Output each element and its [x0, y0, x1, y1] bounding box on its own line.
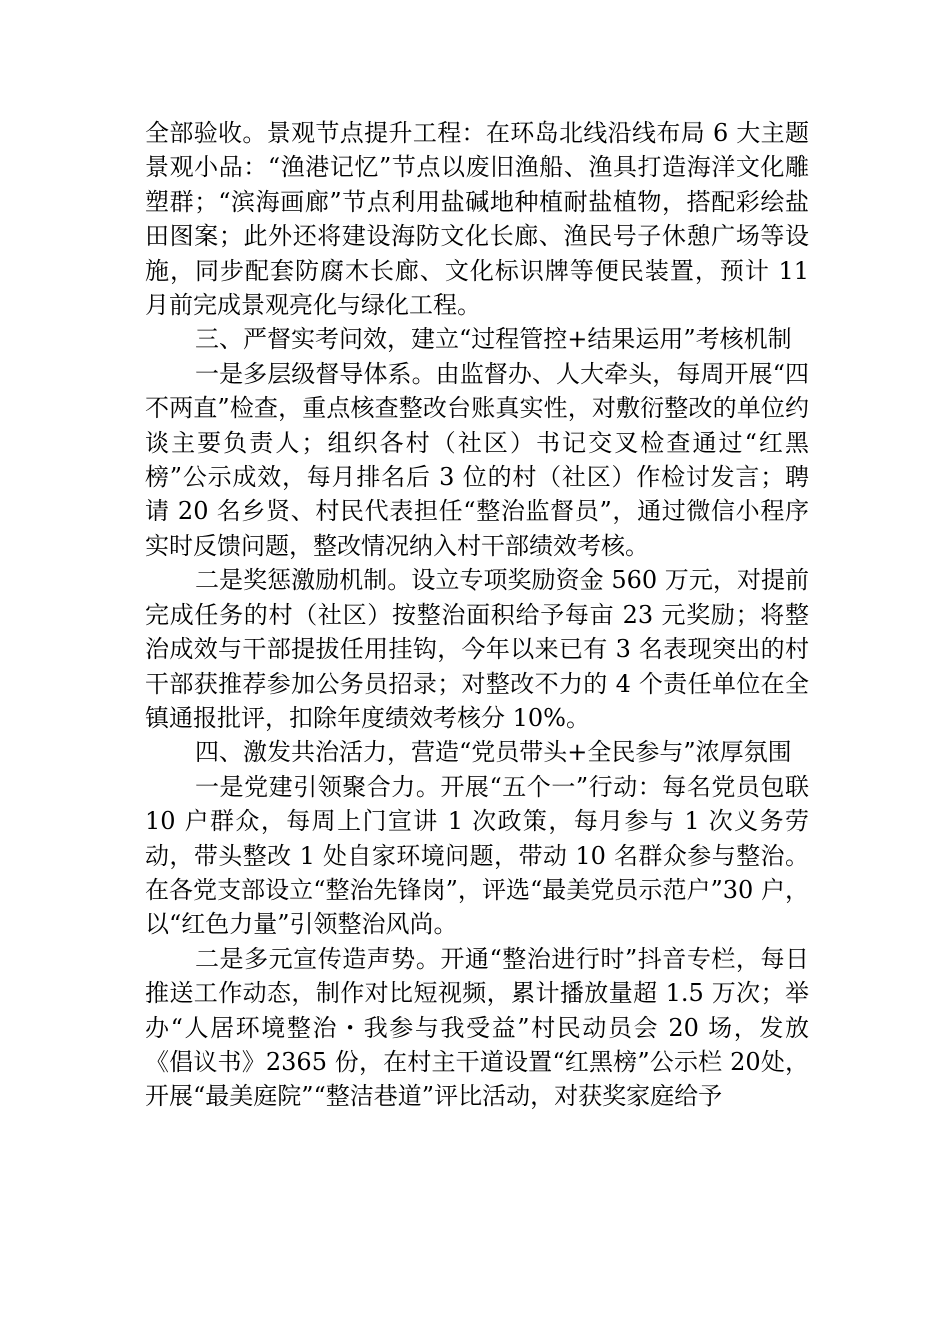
- paragraph-landscape-project: 全部验收。景观节点提升工程：在环岛北线沿线布局 6 大主题景观小品：“渔港记忆”节点以废旧渔船、渔具打造海洋文化雕塑群；“滨海画廊”节点利用盐碱地种植耐盐植物，搭配彩绘盐田图案；此外还将建设海防文化长廊、渔民号子休憩广场等设施，同步配套防腐木长廊、文化标识牌等便民装置，预计 11 月前完成景观亮化与绿化工程。: [145, 119, 809, 320]
- paragraph-publicity: 二是多元宣传造声势。开通“整治进行时”抖音专栏，每日推送工作动态，制作对比短视频，累计播放量超 1.5 万次；举办“人居环境整治・我参与我受益”村民动员会 20 场，发放《倡议书》2365 份，在村主干道设置“红黑榜”公示栏 20处，开展“最美庭院”“整洁巷道”评比活动，对获奖家庭给予: [145, 944, 809, 1111]
- paragraph-supervision-system: 一是多层级督导体系。由监督办、人大牵头，每周开展“四不两直”检查，重点核查整改台账真实性，对敷衍整改的单位约谈主要负责人；组织各村（社区）书记交叉检查通过“红黑榜”公示成效，每月排名后 3 位的村（社区）作检讨发言；聘请 20 名乡贤、村民代表担任“整治监督员”，通过微信小程序实时反馈问题，整改情况纳入村干部绩效考核。: [145, 359, 809, 560]
- section-heading-4: 四、激发共治活力，营造“党员带头+全民参与”浓厚氛围: [195, 738, 792, 767]
- document-body: [145, 116, 809, 1114]
- paragraph-party-leadership: 一是党建引领聚合力。开展“五个一”行动：每名党员包联 10 户群众，每周上门宣讲 1 次政策，每月参与 1 次义务劳动，带头整改 1 处自家环境问题，带动 10 名群众参与整治。在各党支部设立“整治先锋岗”，评选“最美党员示范户”30 户，以“红色力量”引领整治风尚。: [145, 772, 809, 939]
- section-heading-3: 三、严督实考问效，建立“过程管控+结果运用”考核机制: [195, 325, 792, 354]
- paragraph-incentive-mechanism: 二是奖惩激励机制。设立专项奖励资金 560 万元，对提前完成任务的村（社区）按整治面积给予每亩 23 元奖励；将整治成效与干部提拔任用挂钩，今年以来已有 3 名表现突出的村干部获推荐参加公务员招录；对整改不力的 4 个责任单位在全镇通报批评，扣除年度绩效考核分 10%。: [145, 566, 809, 732]
